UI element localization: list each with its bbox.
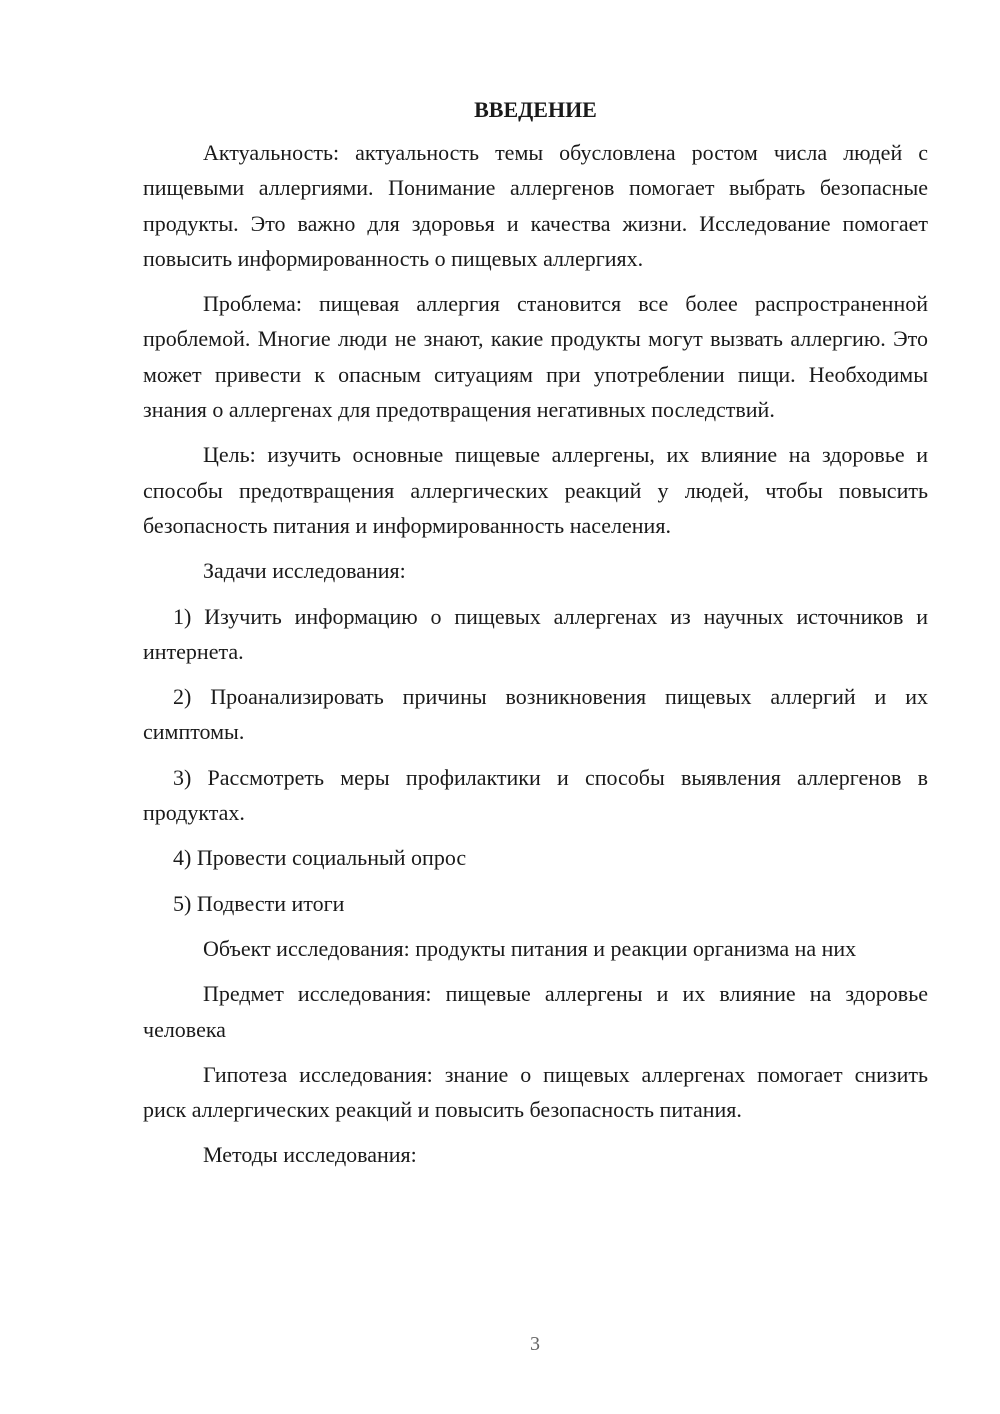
page-content (143, 92, 928, 1173)
task-item: 1) Изучить информацию о пищевых аллергенах из научных источников и интернета. (143, 603, 928, 664)
task-item: 4) Провести социальный опрос (173, 845, 467, 871)
task-item: 3) Рассмотреть меры профилактики и способы выявления аллергенов в продуктах. (143, 764, 928, 826)
task-item: 5) Подвести итоги (173, 890, 345, 916)
paragraph-problem: Проблема: пищевая аллергия становится все более распространенной проблемой. Многие люди не знают, какие продукты могут вызвать аллергию. Это может привести к опасным ситуациям при употреблении пищи. Необходимы знания о аллергенах для предотвращения негативных последствий. (143, 291, 928, 423)
task-item: 2) Проанализировать причины возникновения пищевых аллергий и их симптомы. (143, 684, 928, 745)
methods-heading: Методы исследования: (203, 1142, 417, 1168)
paragraph-goal: Цель: изучить основные пищевые аллергены, их влияние на здоровье и способы предотвращения аллергических реакций у людей, чтобы повысить безопасность питания и информированность населения. (143, 442, 928, 538)
paragraph-subject: Предмет исследования: пищевые аллергены и их влияние на здоровье человека (143, 981, 928, 1042)
paragraph-relevance: Актуальность: актуальность темы обусловлена ростом числа людей с пищевыми аллергиями. Понимание аллергенов помогает выбрать безопасные продукты. Это важно для здоровья и качества жизни. Исследование помогает повысить информированность о пищевых аллергиях. (143, 140, 928, 271)
paragraph-hypothesis: Гипотеза исследования: знание о пищевых аллергенах помогает снизить риск аллергических реакций и повысить безопасность питания. (143, 1061, 928, 1123)
page-number: 3 (530, 1333, 540, 1355)
section-title: ВВЕДЕНИЕ (474, 97, 597, 122)
tasks-heading: Задачи исследования: (203, 558, 406, 584)
paragraph-object: Объект исследования: продукты питания и реакции организма на них (203, 935, 857, 961)
